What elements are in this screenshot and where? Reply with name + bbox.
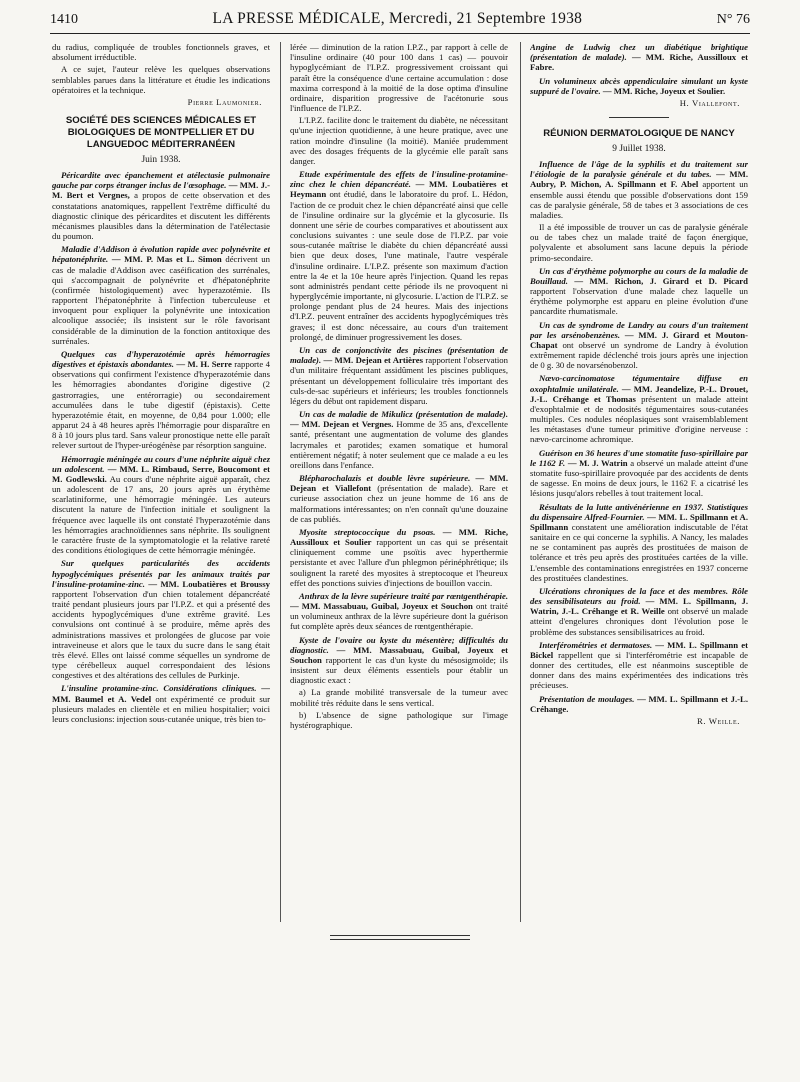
article-text: ont expérimenté ce produit sur plusieurs malades en clientèle et en milieu hospitalier; voici leurs conclusions: injection sous-cutanée unique, très bien to- [52,693,270,724]
article [530,159,748,220]
bottom-rule [330,935,470,936]
paragraph: du radius, compliquée de troubles fonctionnels graves, et absolument irréductible. [52,42,270,63]
article-text: apportent un ensemble aussi étendu que possible d'observations dont 159 cas de paralysie générale, 58 de tabes et 3 associations de ces maladies. [530,179,748,220]
article-text: rapporte 4 observations qui confirment l'existence d'hyperazotémie dans les hémorragies abondantes d'origine digestive (2 gastrorragies, une entérorragie) ou secondairement accumulées dans le tube digestif (épistaxis). Cette hyperazotémie était, en moyenne, de 0,84 pour 1.000; elle apparut 24 à 48 heures après l'hémorragie pour disparaître en 8 à 10 jours plus tard. Sans valeur pronostique nette elle paraît relever surtout de l'hyper-uréogénèse par résorption sanguine. [52,359,270,451]
article-text: (présentation de malade). Rare et curieuse association chez un jeune homme de 16 ans de malformations intéressantes; on n'en connaît qu'une douzaine de cas publiés. [290,483,508,524]
article-title: Anthrax de la lèvre supérieure traité par rœntgenthérapie. [299,590,508,601]
article [530,586,748,637]
section-divider [609,117,669,118]
article-title: Un cas de syndrome de Landry au cours d'un traitement par les arsénobenzènes. [530,319,748,340]
article-text: ont étudié, dans le laboratoire du prof. L. Hédon, l'action de ce produit chez le chien dépancréaté ainsi que celle de l'insuline ordinaire sur la glycémie et la glycosurie. Ils donnent une série de courbes comparatives et aboutissent aux conclusions suivantes : une seule dose de l'I.P.Z. par voie sous-cutanée maîtrise le diabète du chien dépancréaté aussi bien que deux doses, l'une matinale, l'autre vespérale d'insuline ordinaire. L'I.P.Z. présente son maximum d'action entre la 4e et la 10e heure après l'injection. Quand les repas sont administrés pendant cette période ils ne provoquent ni hyperglycémie importante, ni glycosurie. L'action de l'I.P.Z. se prolonge pendant plus de 24 heures. Mais des injections d'I.P.Z. peuvent entraîner des accidents hypoglycémiques très graves; il est donc nécessaire, au cours d'un traitement prolongé, de diminuer progressivement les doses. [290,189,508,342]
article-text: rappellent que si l'interférométrie est incapable de donner des certitudes, elle est néanmoins susceptible de donner dans des mains expérimentées des indications très précieuses. [530,649,748,691]
article [290,473,508,524]
article-text: ont observé un malade atteint d'engelures chroniques dont l'évolution pose le problème des substances sensibilisatrices au froid. [530,606,748,637]
article [530,448,748,499]
article-title: Péricardite avec épanchement et atélectasie pulmonaire gauche par corps étranger inclus de l'œsophage. [52,169,270,191]
page-header [50,10,750,34]
article [290,345,508,406]
article-title: Hémorragie méningée au cours d'une néphrite aiguë chez un adolescent. [52,453,270,474]
article [52,683,270,724]
column-rule-2 [520,42,521,922]
article-authors: — MM. Aubry, P. Michon, A. Spillmann et F. Abel [530,169,748,190]
paragraph: a) La grande mobilité transversale de la tumeur avec mobilité très réduite dans le sens vertical. [290,687,508,708]
article-authors: — MM. Loubatières et Broussy [144,578,270,589]
article-text: rapportent l'observation d'un militaire fréquentant assidûment les piscines publiques, présentant un développement folliculaire très important des culs-de-sac supérieurs et inférieurs; les troubles fonctionnels légers du début ont rapidement disparu. [290,355,508,406]
article [290,169,508,342]
article-title: Résultats de la lutte antivénérienne en 1937. Statistiques du dispensaire Alfred-Fournier. [530,501,748,522]
masthead: LA PRESSE MÉDICALE, Mercredi, 21 Septembre 1938 [212,10,583,27]
article-title: L'insuline protamine-zinc. Considérations cliniques. [61,683,257,694]
article-authors: — MM. Riche, Joyeux et Soulier. [600,85,726,96]
article [530,76,748,96]
article-text: ont traité un volumineux anthrax de la lèvre supérieure dont la guérison fut complète après deux séances de rœntgenthérapie. [290,601,508,632]
article-title: Un cas d'érythème polymorphe au cours de la maladie de Bouillaud. [530,265,748,286]
article-authors: — MM. L. Spillmann et Bickel [530,639,748,660]
article-title: Quelques cas d'hyperazotémie après hémorragies digestives et épistaxis abondantes. [52,348,270,370]
article [530,694,748,714]
article-title: Sur quelques particularités des accidents hypoglycémiques présentés par les animaux traités par l'insuline-protamine-zinc. [52,558,270,589]
society-heading: RÉUNION DERMATOLOGIQUE DE NANCY [543,128,735,140]
article [290,591,508,632]
article-text: rapportent un cas qui se présentait cliniquement comme une psoïtis avec hyperthermie persistante et avec l'allure d'un phlegmon périnéphrétique; ils soulignent la rareté des myosites à streptocoque et l'heureux effet des ponctions suivies d'injections de bouillon vaccin. [290,537,508,588]
article-title: Blépharochalazis et double lèvre supérieure. [299,473,471,484]
column-1 [52,42,270,1042]
article-title: Angine de Ludwig chez un diabétique brightique (présentation de malade). [530,42,748,63]
article-title: Ulcérations chroniques de la face et des membres. Rôle des sensibilisateurs au froid. [530,585,748,607]
article [52,170,270,241]
session-date: 9 Juillet 1938. [612,144,666,155]
article-authors: — MM. L. Rimbaud, Serre, Boucomont et M. Godlewski. [52,463,270,484]
article-authors: — MM. Riche, Aussilloux et Fabre. [530,52,748,73]
article-text: rapportent l'observation d'une malade chez laquelle un érythème polymorphe est apparu en pleine évolution d'une pancardite rhumatismale. [530,286,748,317]
article [530,42,748,73]
article-text: rapportent l'observation d'un chien totalement dépancréaté traité pendant plusieurs jours par l'I.P.Z. et qui a présenté des accidents hypoglycémiques d'une extrême gravité. Les convulsions ont continué à se produire, même après des administrations massives et prolongées de glucose par voie intraveineuse et alors que le taux du sucre dans le sang était très élevé. Elles ont laissé comme séquelles un syndrome de type cérébelleux auquel correspondaient des lésions congestives et des altérations des cellules de Purkinje. [52,588,270,681]
signature: H. Viallefont. [679,97,740,108]
article-title: Nævo-carcinomatose tégumentaire diffuse en oxophtalmie unilatérale. [530,373,748,394]
article-authors: — M. J. Watrin [565,457,628,468]
article-title: Influence de l'âge de la syphilis et du traitement sur l'étiologie de la paralysie générale et du tabes. [530,159,748,180]
bottom-rule [330,939,470,940]
article-authors: — MM. L. Spillmann et A. Spillmann [530,511,748,532]
paragraph: b) L'absence de signe pathologique sur l'image hystérographique. [290,709,508,730]
paragraph: L'I.P.Z. facilite donc le traitement du diabète, ne nécessitant qu'une injection quotidienne, à une heure pratique, avec une ration moindre d'insuline (la moitié). Maniée prudemment avec des dosages fréquents de la glycémie elle paraît sans danger. [290,115,508,166]
article-title: Un volumineux abcès appendiculaire simulant un kyste suppuré de l'ovaire. [530,75,748,96]
article-title: Interférométries et dermatoses. [539,639,653,650]
article [290,409,508,470]
article-authors: — MM. L. Spillmann et J.-L. Créhange. [530,693,748,714]
article-authors: — MM. Jeandelize, P.-L. Drouet, J.-L. Créhange et Thomas [530,383,748,404]
article-authors: — MM. Dejean et Viallefont [290,473,508,494]
article-text: rapportent le cas d'un kyste du mésosigmoïde; ils insistent sur deux éléments essentiels pour établir un diagnostic exact : [290,654,508,686]
article-title: Présentation de moulages. [539,693,635,704]
article-text: a propos de cette observation et des constatations anatomiques, rappellent l'extrême difficulté du diagnostic clinique des péricardites et discutent les différents mécanismes plausibles dans la détermination de l'atélectasie du poumon. [52,190,270,242]
article-title: Guérison en 36 heures d'une stomatite fuso-spirillaire par le 1162 F. [530,447,748,468]
column-3 [530,42,748,1042]
article-authors: — MM. Dejean et Artières [321,355,423,366]
article-authors: — M. H. Serre [173,359,232,370]
issue-number: N° 76 [716,12,750,27]
column-2 [290,42,508,1042]
article-authors: — MM. P. Mas et L. Simon [108,254,222,265]
article [530,373,748,444]
article [530,320,748,371]
article-authors: — MM. L. Spillmann, J. Watrin, J.-L. Créhange et R. Weille [530,596,748,617]
page-number: 1410 [50,12,78,27]
article [530,640,748,691]
article-authors: — MM. Richon, J. Girard et D. Picard [567,275,748,286]
paragraph: Il a été impossible de trouver un cas de paralysie générale ou de tabes chez un malade traité de façon énergique, polyvalente et absolument sans lacune depuis la période primo-secondaire. [530,222,748,263]
header-rule [50,33,750,34]
article-text: a observé un malade atteint d'une stomatite fuso-spirillaire provoquée par des accidents de dents de sagesse. En moins de deux jours, le 1162 F. a cicatrisé les lésions jusqu'alors rebelles à tout traitement local. [530,457,748,499]
signature: R. Weille. [696,715,740,726]
article-text: décrivent un cas de maladie d'Addison avec caséification des surrénales, qui s'accompagnait de polynévrite et d'hépatonéphrite (confirmée histologiquement) avec hyperazotémie. Ils rapportent l'hépatonéphrite à l'infection tuberculeuse et invoquent pour expliquer la polynévrite une intoxication alcoolique associée; ils insistent sur le rôle favorisant considérable de la diminution de la fonction antitoxique des surrénales. [52,254,270,346]
paragraph: A ce sujet, l'auteur relève les quelques observations semblables parues dans la littérature et étudie les indications opératoires et la technique. [52,64,270,95]
article-title: Un cas de conjonctivite des piscines (présentation de malade). [290,344,508,366]
article [52,454,270,556]
session-date: Juin 1938. [141,154,181,165]
society-heading: SOCIÉTÉ DES SCIENCES MÉDICALES ET BIOLOGIQUES DE MONTPELLIER ET DU LANGUEDOC MÉDITERRANÉEN [65,115,257,150]
article-authors: — MM. J.-M. Bert et Vergnes, [52,180,270,201]
article-text: Homme de 35 ans, d'excellente santé, présentant une augmentation de volume des glandes lacrymales et parotides; examen somatique et humoral entièrement négatif; à noter seulement que ce malade a eu les oreillons dans l'enfance. [290,419,508,470]
article-title: Kyste de l'ovaire ou kyste du mésentère; difficultés du diagnostic. [290,634,508,655]
article [52,558,270,680]
article-title: Etude expérimentale des effets de l'insuline-protamine-zinc chez le chien dépancréaté. [290,169,508,190]
article-authors: — MM. Baumel et A. Vedel [52,683,270,704]
article-title: Un cas de maladie de Mikulicz (présentation de malade). [299,409,508,420]
article [290,635,508,686]
article [52,349,270,451]
article [530,502,748,583]
article-authors: — MM. Massabuau, Guibal, Joyeux et Souchon [290,601,473,612]
article-text: constatent une amélioration indiscutable de l'état sanitaire en ce qui concerne la syphilis. A Nancy, les malades ne se contaminent pas auprès des prostituées de maison de tolérance et très peu après des prostituées cartées de la ville. L'ensemble des contaminations enregistrées en 1937 concerne des prostituées clandestines. [530,521,748,583]
article-authors: — MM. J. Girard et Mouton-Chapat [530,329,748,350]
article [530,266,748,317]
article-authors: — MM. Riche, Aussilloux et Soulier [290,526,508,548]
article-title: Maladie d'Addison à évolution rapide avec polynévrite et hépatonéphrite. [52,244,270,265]
article [52,244,270,346]
column-rule-1 [280,42,281,922]
article-text: Au cours d'une néphrite aiguë apparaît, chez un adolescent de 17 ans, 20 jours après un érythème scarlatiniforme, une hémorragie méningée. Les auteurs discutent la nature de l'infection initiale et soulignent la fréquence avec laquelle ils ont constaté l'hyperazotémie dans les hémorragies arachnoïdiennes sans néphrite. Ils soulignent le caractère fruste de la symptomatologie et la relative rareté des conditions étiologiques de cette hémorragie méningée. [52,473,270,556]
signature: Pierre Laumonier. [187,96,262,107]
article-text: présentent un malade atteint d'exophtalmie et de nodosités tégumentaires sous-cutanées multiples. Ces nodules néoplasiques sont vraisemblablement les métastases d'une tumeur primitive d'origine nerveuse : nævo-carcinome achromique. [530,393,748,445]
article-text: ont observé un syndrome de Landry à évolution extrêmement rapide déclenché trois jours après une injection de 0 g. 30 de novarsénobenzol. [530,339,748,371]
article [290,527,508,588]
article-authors: — MM. Dejean et Vergnes. [290,419,394,430]
paragraph: lérée — diminution de la ration I.P.Z., par rapport à celle de l'insuline ordinaire (40 pour 100 dans 1 cas) — pouvoir hypoglycémiant de l'I.P.Z. progressivement croissant qui paraît être la conséquence d'une certaine accumulation : dose maxima correspond à la moitié de la dose optima d'insuline ordinaire, disparition progressive de l'acétonurie sous l'influence de l'I.P.Z. [290,42,508,114]
article-title: Myosite streptococcique du psoas. [299,526,436,537]
article-authors: — MM. Massabuau, Guibal, Joyeux et Souchon [290,644,508,665]
article-authors: — MM. Loubatières et Heymann [290,179,508,200]
